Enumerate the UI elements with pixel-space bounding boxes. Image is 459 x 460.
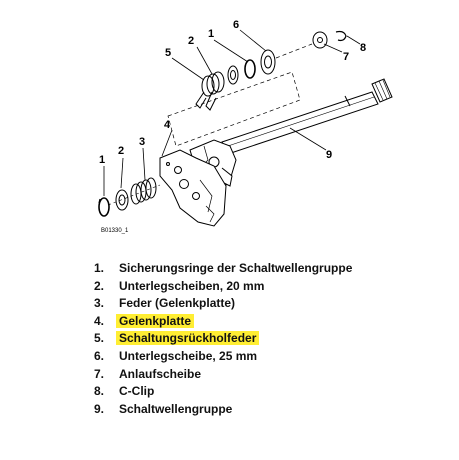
callout-2: 2 <box>118 145 125 157</box>
legend-number: 6. <box>94 348 105 363</box>
legend-label: Unterlegscheibe, 25 mm <box>119 348 258 363</box>
callout-5: 5 <box>165 47 172 59</box>
legend-number: 9. <box>94 401 105 416</box>
figure-code: B01330_1 <box>101 228 129 234</box>
washer-25mm <box>261 50 275 74</box>
callout-1: 1 <box>99 154 106 166</box>
legend-item <box>94 295 434 313</box>
pivot-plate-spring <box>131 178 156 204</box>
legend-item <box>94 401 434 419</box>
legend-item <box>94 366 434 384</box>
legend-label: C-Clip <box>119 384 155 399</box>
callout-6: 6 <box>233 19 240 31</box>
legend-label: Unterlegscheiben, 20 mm <box>119 278 265 293</box>
callout-3: 3 <box>139 136 146 148</box>
legend-number: 2. <box>94 278 105 293</box>
c-clip <box>336 32 346 41</box>
callout-4: 4 <box>164 119 171 131</box>
legend-number: 1. <box>94 261 105 275</box>
right-washer <box>228 66 238 84</box>
legend-number: 4. <box>94 313 105 328</box>
legend-number: 8. <box>94 384 105 399</box>
callout-9: 9 <box>326 149 333 161</box>
legend-label: Sicherungsringe der Schaltwellengruppe <box>119 261 353 275</box>
legend-label: Anlaufscheibe <box>119 366 202 381</box>
shift-shaft-assembly <box>190 79 392 190</box>
left-washer <box>116 190 128 210</box>
callout-7: 7 <box>343 51 350 63</box>
legend-label: Schaltungsrückholfeder <box>116 331 259 345</box>
legend-number: 3. <box>94 296 105 311</box>
legend-item <box>94 313 434 331</box>
legend-item <box>94 278 434 296</box>
legend-label: Schaltwellengruppe <box>119 401 233 416</box>
legend-item <box>94 260 434 278</box>
callout-1: 1 <box>208 28 215 40</box>
callout-8: 8 <box>360 42 367 54</box>
legend-number: 5. <box>94 331 105 346</box>
left-circlip <box>99 198 109 216</box>
legend-item <box>94 383 434 401</box>
right-circlip <box>245 60 255 78</box>
legend-item <box>94 330 434 348</box>
legend-number: 7. <box>94 366 105 381</box>
callout-2: 2 <box>188 35 195 47</box>
parts-legend <box>94 260 434 418</box>
legend-label: Feder (Gelenkplatte) <box>119 296 236 311</box>
thrust-washer <box>313 32 327 48</box>
legend-item <box>94 348 434 366</box>
legend-label: Gelenkplatte <box>116 314 194 328</box>
